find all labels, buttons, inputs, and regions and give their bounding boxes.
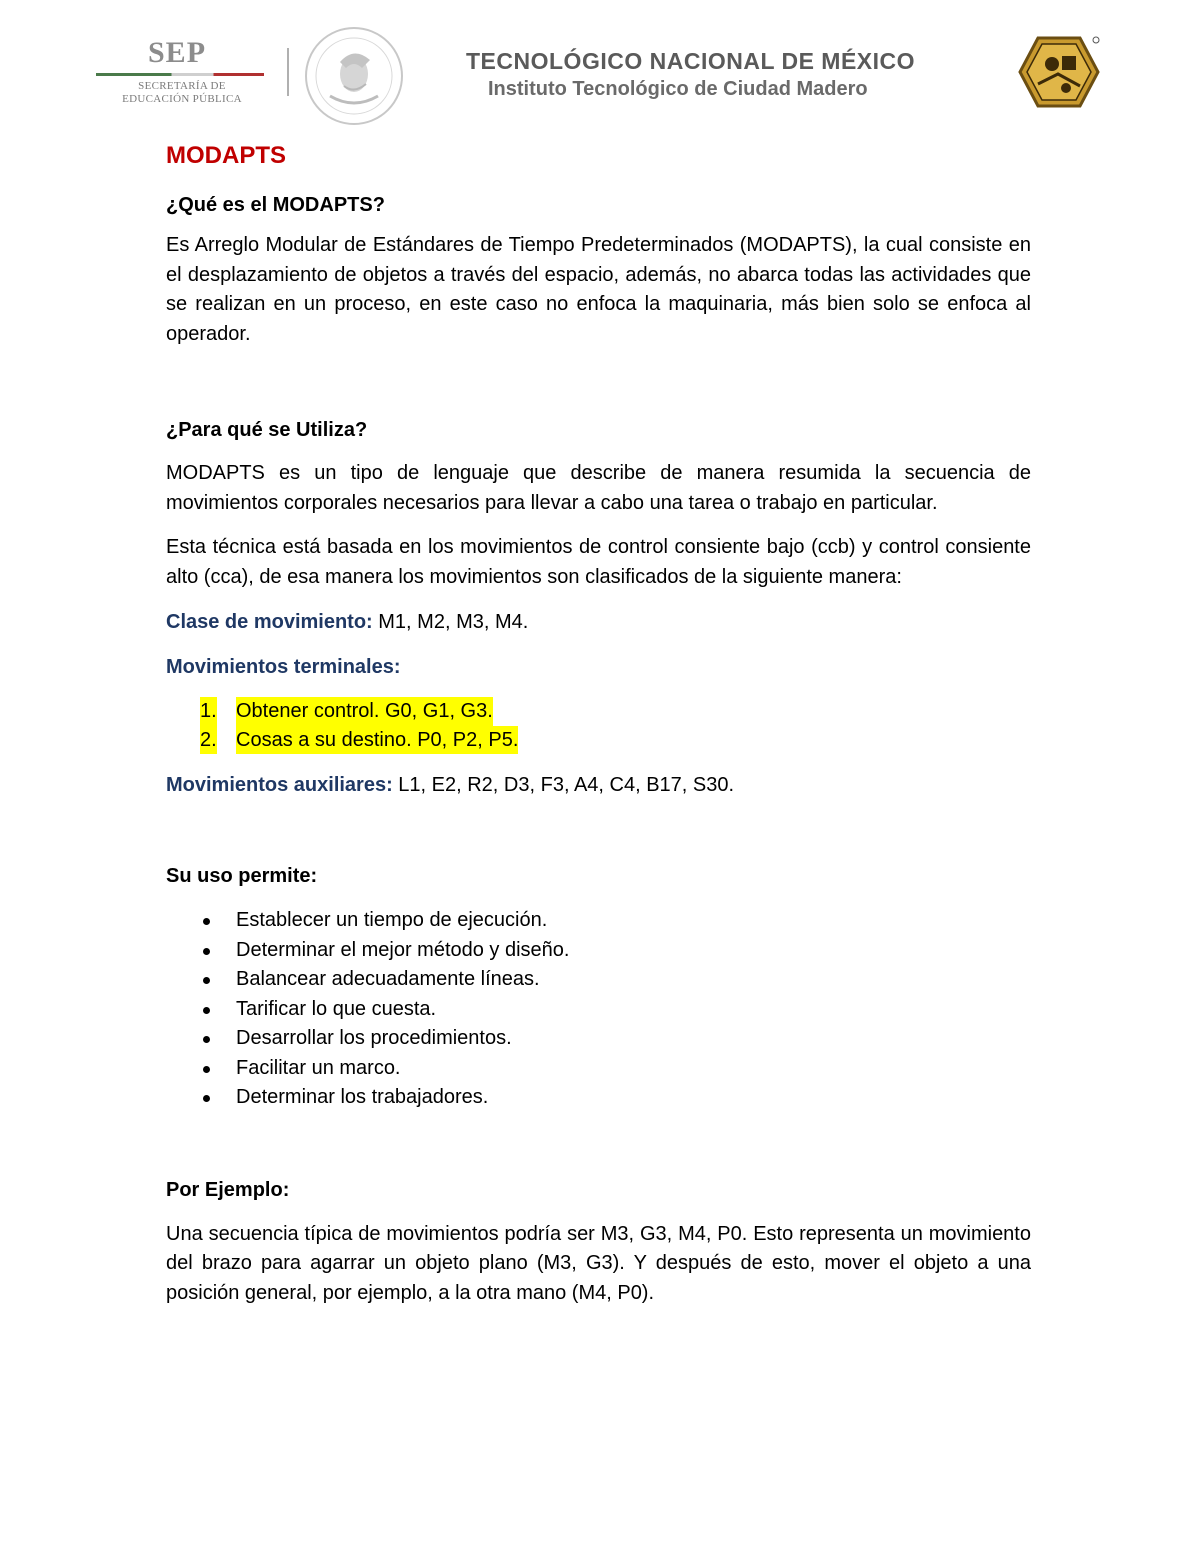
list-item: Desarrollar los procedimientos. — [166, 1024, 1031, 1054]
auxiliary-movements-label: Movimientos auxiliares: — [166, 774, 393, 796]
list-item: Tarificar lo que cuesta. — [166, 995, 1031, 1025]
paragraph-language: MODAPTS es un tipo de lenguaje que describe de manera resumida la secuencia de movimientos corporales necesarios para llevar a cabo una tarea o trabajo en particular. — [166, 462, 1031, 514]
national-seal-icon — [300, 24, 408, 128]
sep-tricolor-line — [96, 73, 264, 76]
paragraph-definition: Es Arreglo Modular de Estándares de Tiempo Predeterminados (MODAPTS), la cual consiste en el desplazamiento de objetos a través del espacio, además, no abarca todas las actividades que se realizan en un proceso, en este caso no enfoca la maquinaria, más bien solo se enfoca al operador. — [166, 234, 1031, 345]
document-title: MODAPTS — [166, 142, 286, 169]
document-body — [166, 138, 1031, 1308]
example-heading: Por Ejemplo: — [166, 1178, 290, 1201]
auxiliary-movements-line — [166, 771, 1031, 799]
list-item: Determinar los trabajadores. — [166, 1083, 1031, 1113]
list-item: Establecer un tiempo de ejecución. — [166, 906, 1031, 936]
terminal-movements-heading: Movimientos terminales: — [166, 656, 401, 678]
uses-list — [166, 906, 1031, 1113]
paragraph-example: Una secuencia típica de movimientos podría ser M3, G3, M4, P0. Esto representa un movimiento del brazo para agarrar un objeto plano (M3, G3). Y después de esto, mover el objeto a una posición general, por ejemplo, a la otra mano (M4, P0). — [166, 1222, 1031, 1304]
institution-title: TECNOLÓGICO NACIONAL DE MÉXICO — [466, 48, 916, 74]
question-usage: ¿Para qué se Utiliza? — [166, 419, 368, 441]
movement-class-value: M1, M2, M3, M4. — [372, 611, 529, 633]
institution-subtitle: Instituto Tecnológico de Ciudad Madero — [488, 78, 868, 100]
list-item: 1. Obtener control. G0, G1, G3. — [166, 697, 1031, 726]
list-item: 2. Cosas a su destino. P0, P2, P5. — [166, 726, 1031, 755]
list-item: Determinar el mejor método y diseño. — [166, 936, 1031, 966]
paragraph-technique: Esta técnica está basada en los movimientos de control consiente bajo (ccb) y control consiente alto (cca), de esa manera los movimientos son clasificados de la siguiente manera: — [166, 536, 1031, 588]
header-divider — [287, 48, 289, 96]
itcm-logo-icon — [1018, 34, 1100, 110]
page-header — [0, 0, 1200, 130]
sep-wordmark: SEP — [148, 36, 207, 69]
sep-subtitle: SECRETARÍA DE EDUCACIÓN PÚBLICA — [122, 80, 242, 105]
sep-logo — [96, 36, 266, 112]
terminal-movements-list — [166, 697, 1031, 754]
movement-class-line — [166, 608, 1031, 636]
auxiliary-movements-value: L1, E2, R2, D3, F3, A4, C4, B17, S30. — [392, 774, 735, 796]
list-item: Facilitar un marco. — [166, 1054, 1031, 1084]
movement-class-label: Clase de movimiento: — [166, 611, 373, 633]
question-what-is: ¿Qué es el MODAPTS? — [166, 194, 385, 216]
uses-heading: Su uso permite: — [166, 865, 318, 887]
list-item: Balancear adecuadamente líneas. — [166, 965, 1031, 995]
